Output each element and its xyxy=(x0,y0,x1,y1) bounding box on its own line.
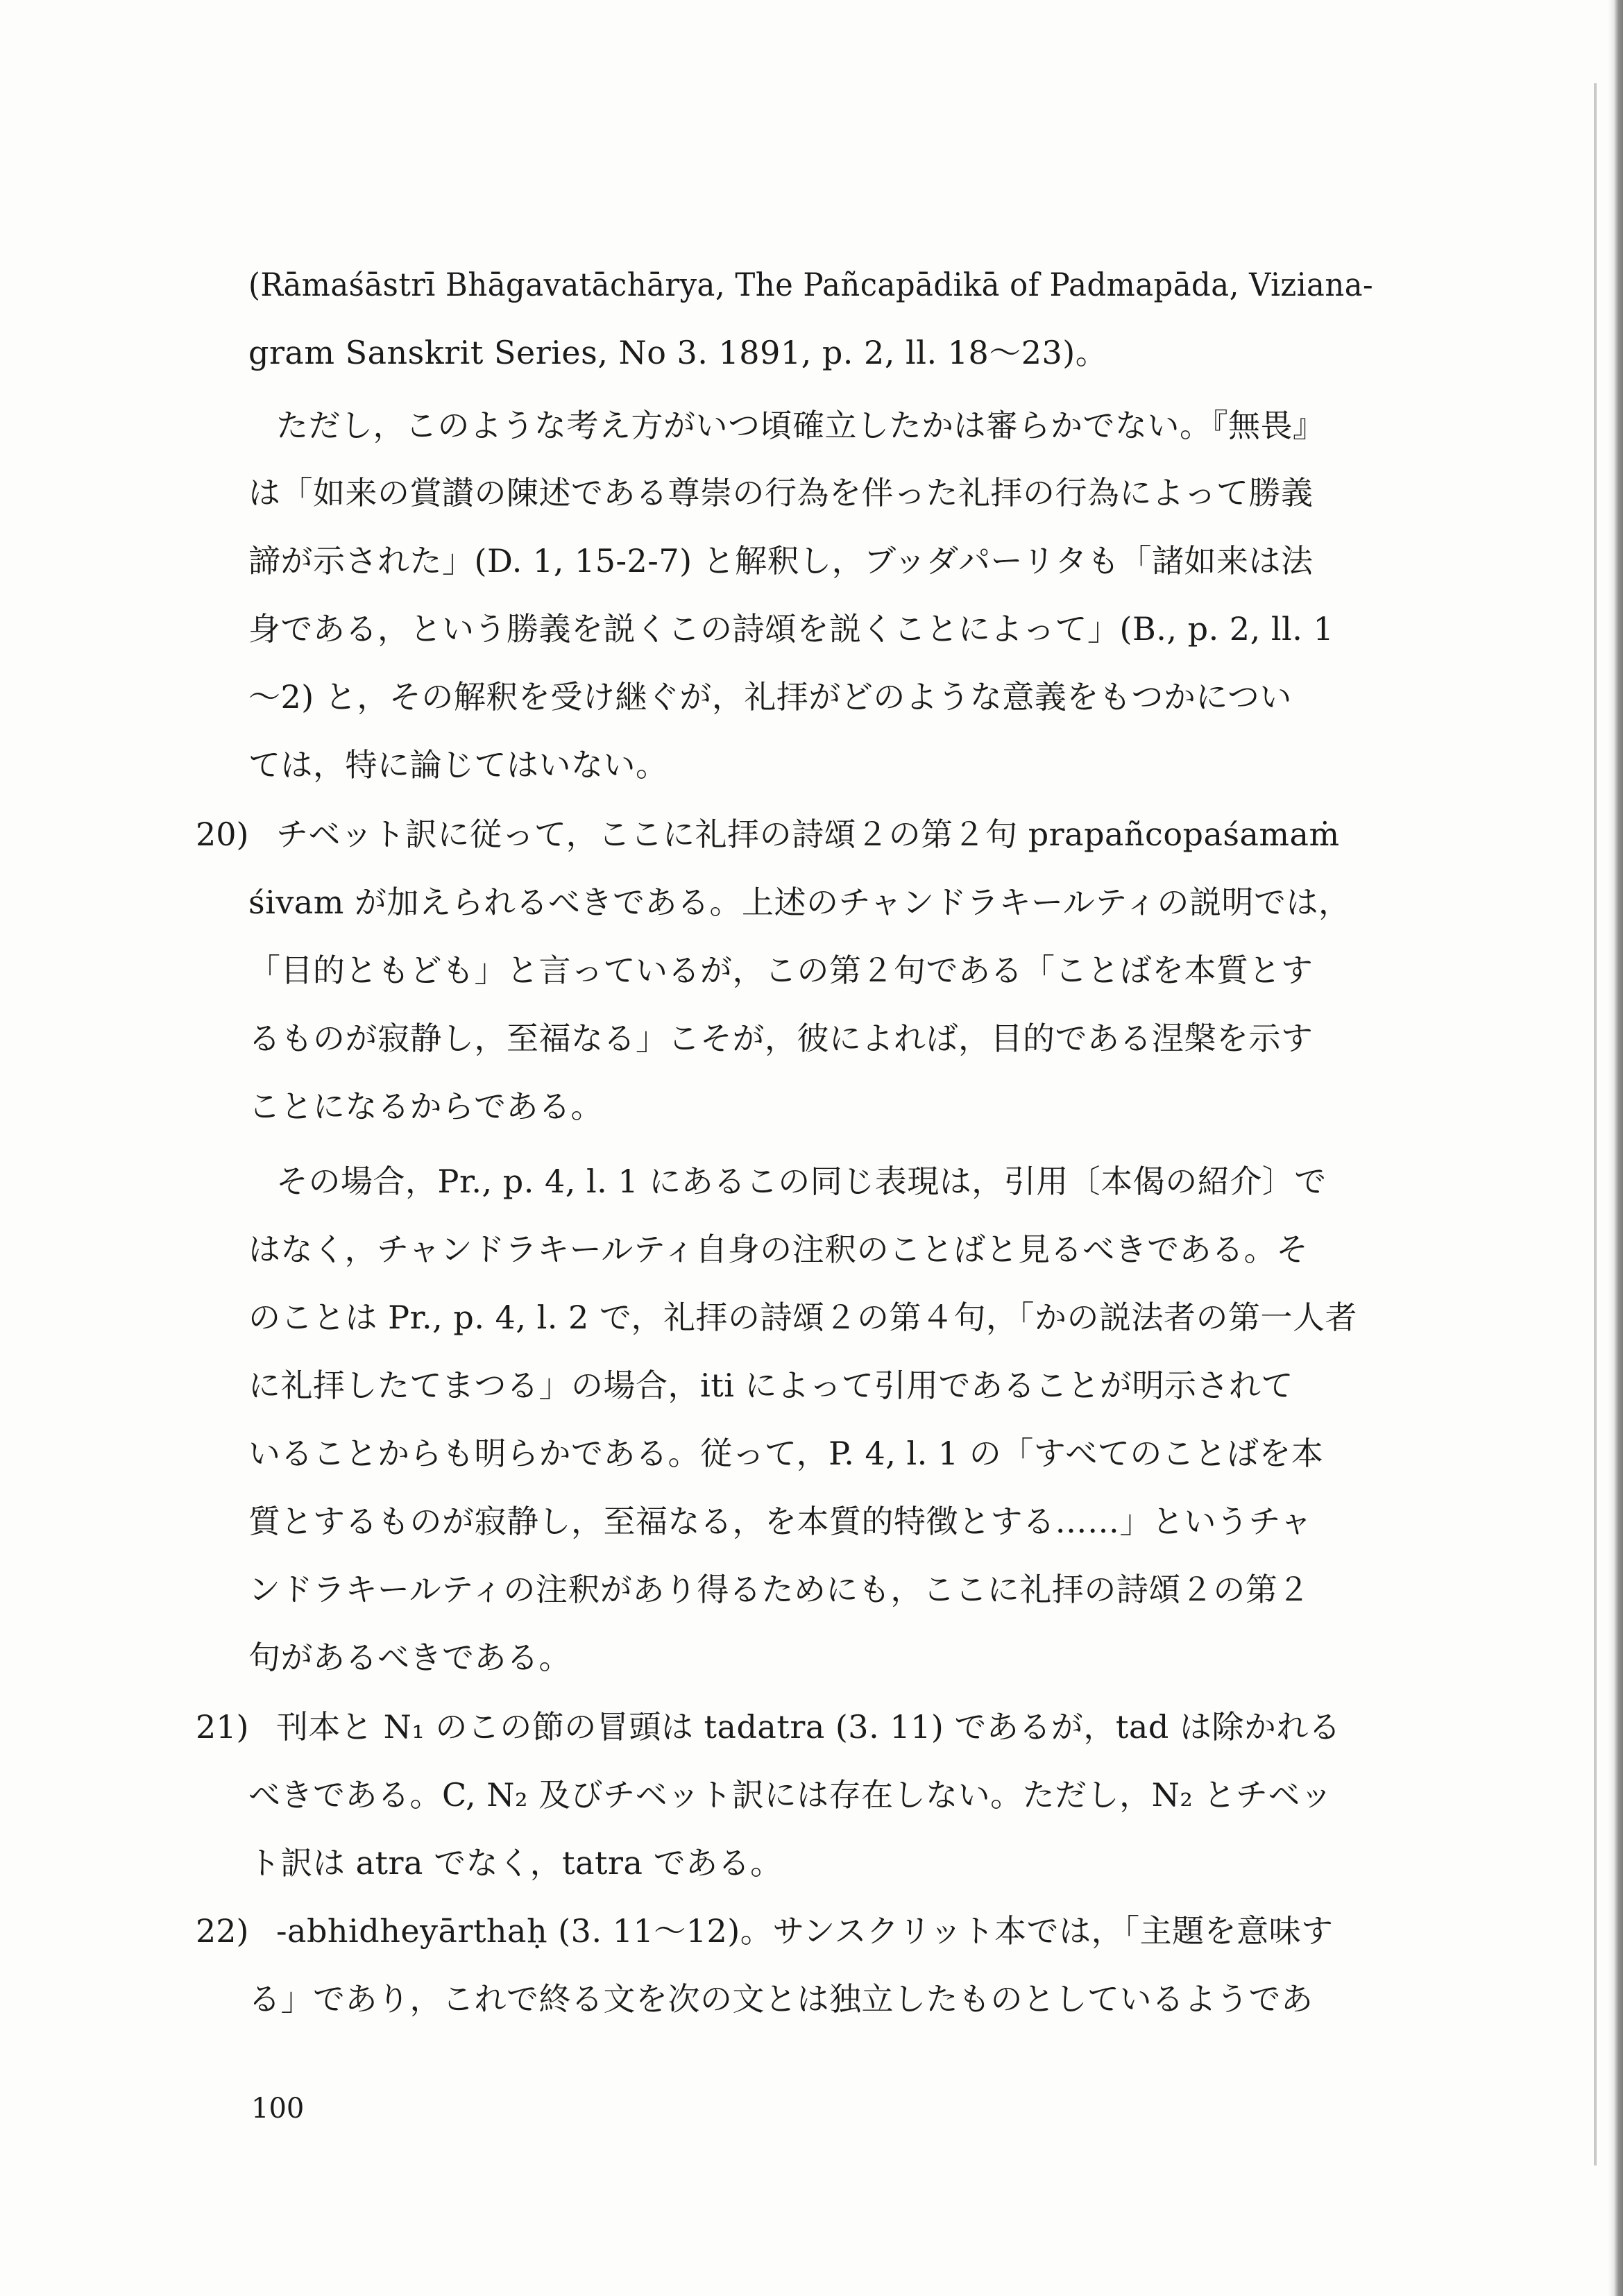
text-line: はなく，チャンドラキールティ自身の注釈のことばと見るべきである。そ xyxy=(248,1231,1309,1268)
note-number-21: 21) xyxy=(196,1708,249,1746)
text-line: gram Sanskrit Series, No 3. 1891, p. 2, ll. 18～23)。 xyxy=(248,334,1108,371)
text-line: いることからも明らかである。従って，P. 4, l. 1 の「すべてのことばを本 xyxy=(248,1435,1324,1472)
text-line: ト訳は atra でなく，tatra である。 xyxy=(248,1844,783,1882)
note-number-20: 20) xyxy=(196,816,249,853)
text-line: のことは Pr., p. 4, l. 2 で，礼拝の詩頌２の第４句，「かの説法者の第一人者 xyxy=(248,1299,1358,1336)
text-line: る」であり，これで終る文を次の文とは独立したものとしているようであ xyxy=(248,1980,1314,2018)
text-line: 句があるべきである。 xyxy=(248,1639,571,1676)
scan-edge-shadow xyxy=(1594,83,1597,2166)
text-line: (Rāmaśāstrī Bhāgavatāchārya, The Pañcapādikā of Padmapāda, Viziana- xyxy=(248,266,1374,303)
text-line: 身である，という勝義を説くこの詩頌を説くことによって」(B., p. 2, ll. 1 xyxy=(248,610,1334,648)
text-line: ～2) と，その解釈を受け継ぐが，礼拝がどのような意義をもつかについ xyxy=(248,678,1292,716)
text-line: -abhidheyārthaḥ (3. 11～12)。サンスクリット本では，「主題を意味す xyxy=(276,1912,1334,1950)
text-line: べきである。C, N₂ 及びチベット訳には存在しない。ただし，N₂ とチベッ xyxy=(248,1776,1333,1814)
text-line: ただし，このような考え方がいつ頃確立したかは審らかでない。『無畏』 xyxy=(276,407,1325,444)
text-line: は「如来の賞讃の陳述である尊崇の行為を伴った礼拝の行為によって勝義 xyxy=(248,474,1314,512)
text-line: ては，特に論じてはいない。 xyxy=(248,746,668,784)
text-line: ンドラキールティの注釈があり得るためにも，ここに礼拝の詩頌２の第２ xyxy=(248,1571,1310,1608)
text-line: 「目的ともども」と言っているが，この第２句である「ことばを本質とす xyxy=(248,952,1314,989)
text-line: śivam が加えられるべきである。上述のチャンドラキールティの説明では， xyxy=(248,884,1351,921)
page-number: 100 xyxy=(251,2093,305,2125)
text-line: るものが寂静し，至福なる」こそが，彼によれば，目的である涅槃を示す xyxy=(248,1020,1314,1057)
text-line: に礼拝したてまつる」の場合，iti によって引用であることが明示されて xyxy=(248,1367,1294,1404)
text-line: その場合，Pr., p. 4, l. 1 にあるこの同じ表現は，引用〔本偈の紹介〕で xyxy=(276,1163,1327,1200)
text-line: チベット訳に従って，ここに礼拝の詩頌２の第２句 prapañcopaśamaṁ xyxy=(276,816,1340,853)
text-line: 刊本と N₁ のこの節の冒頭は tadatra (3. 11) であるが，tad は除かれる xyxy=(276,1708,1341,1746)
text-line: 質とするものが寂静し，至福なる，を本質的特徴とする……」というチャ xyxy=(248,1503,1313,1540)
scan-edge xyxy=(1608,0,1623,2296)
note-number-22: 22) xyxy=(196,1912,249,1950)
text-line: ことになるからである。 xyxy=(248,1088,604,1125)
text-line: 諦が示された」(D. 1, 15-2-7) と解釈し，ブッダパーリタも「諸如来は法 xyxy=(248,542,1314,580)
